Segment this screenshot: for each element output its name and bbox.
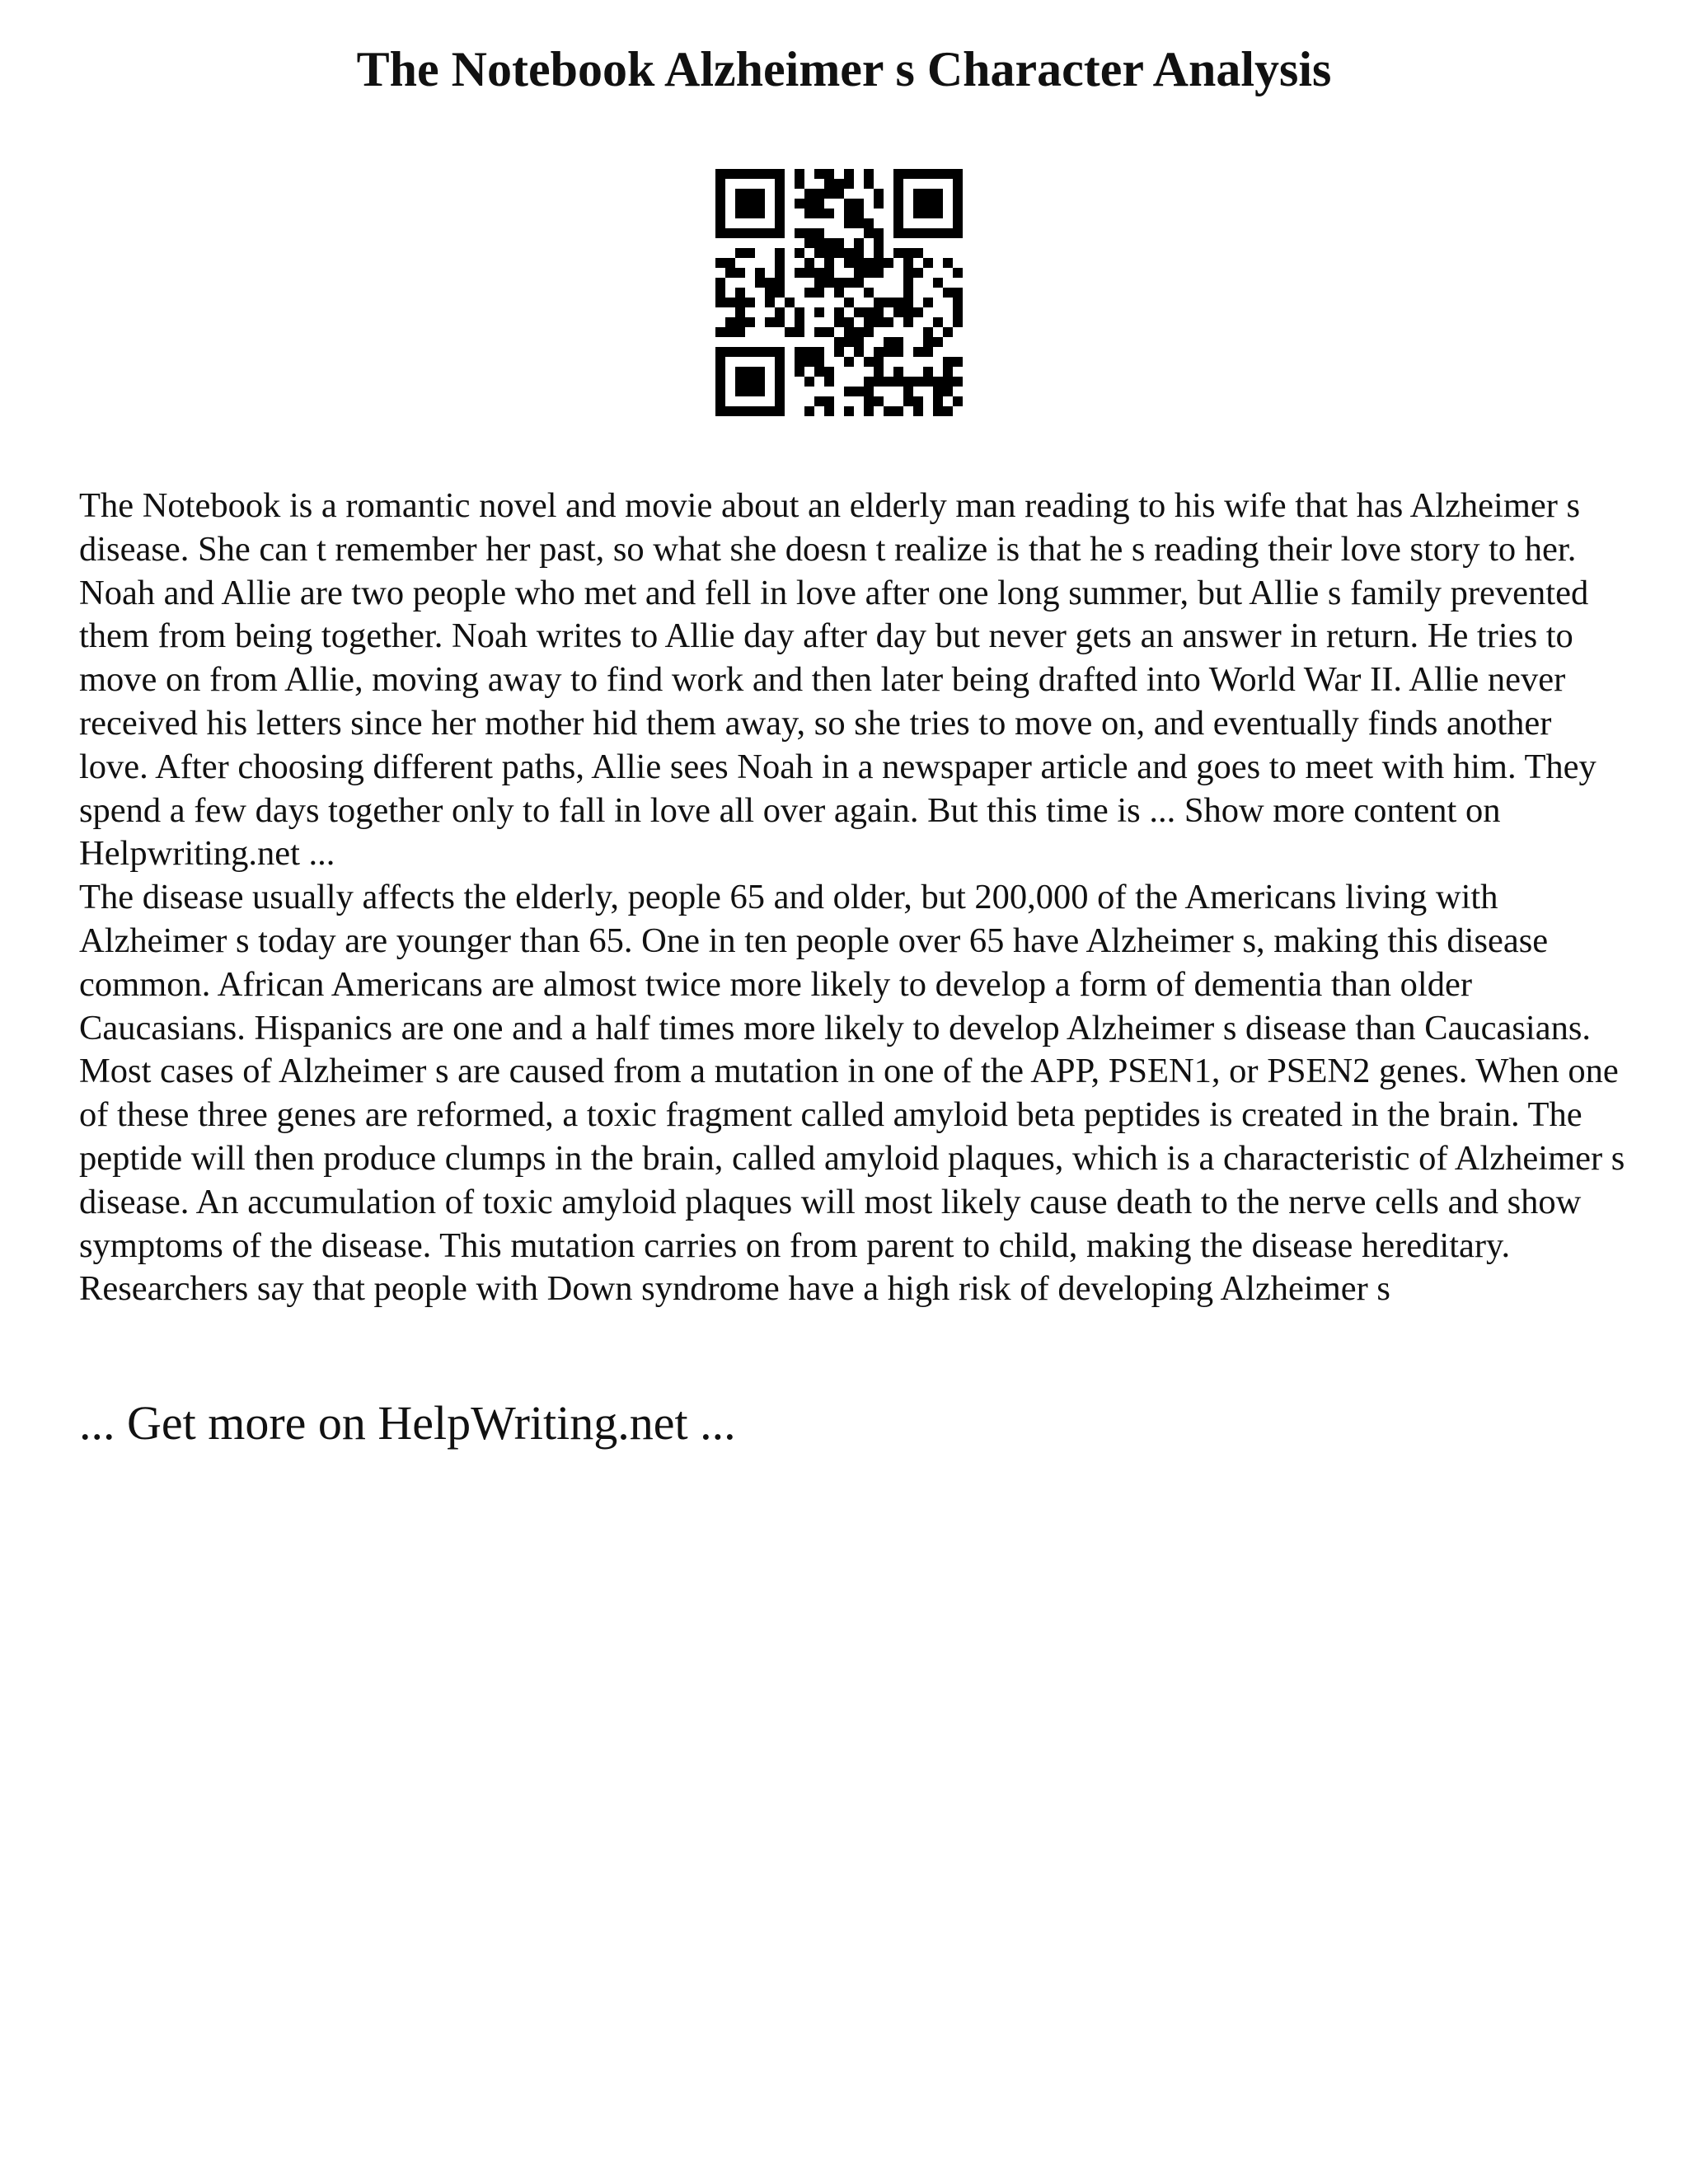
paragraph-disease: The disease usually affects the elderly, people 65 and older, but 200,000 of the Americans living with Alzheimer s today are younger than 65. One in ten people over 65 have Alzheimer s, making this disease common. African Americans are almost twice more likely to develop a form of dementia than older Caucasians. Hispanics are one and a half times more likely to develop Alzheimer s disease than Caucasians. Most cases of Alzheimer s are caused from a mutation in one of the APP, PSEN1, or PSEN2 genes. When one of these three genes are reformed, a toxic fragment called amyloid beta peptides is created in the brain. The peptide will then produce clumps in the brain, called amyloid plaques, which is a characteristic of Alzheimer s disease. An accumulation of toxic amyloid plaques will most likely cause death to the nerve cells and show symptoms of the disease. This mutation carries on from parent to child, making the disease hereditary. Researchers say that people with Down syndrome have a high risk of developing Alzheimer s — [79, 878, 1625, 1309]
paragraph-intro: The Notebook is a romantic novel and movie about an elderly man reading to his wife that has Alzheimer s disease. She can t remember her past, so what she doesn t realize is that he s reading their love story to her. Noah and Allie are two people who met and fell in love after one long summer, but Allie s family prevented them from being together. Noah writes to Allie day after day but never gets an answer in return. He tries to move on from Allie, moving away to find work and then later being drafted into World War II. Allie never received his letters since her mother hid them away, so she tries to move on, and eventually finds another love. After choosing different paths, Allie sees Noah in a newspaper article and goes to meet with him. They spend a few days together only to fall in love all over again. But this time is ... Show more content on Helpwriting.net ... — [79, 486, 1597, 874]
document-title: The Notebook Alzheimer s Character Analysis — [356, 42, 1332, 96]
document-body — [79, 485, 1629, 1311]
qr-code-icon — [715, 169, 963, 416]
get-more-link[interactable]: ... Get more on HelpWriting.net ... — [79, 1396, 736, 1450]
